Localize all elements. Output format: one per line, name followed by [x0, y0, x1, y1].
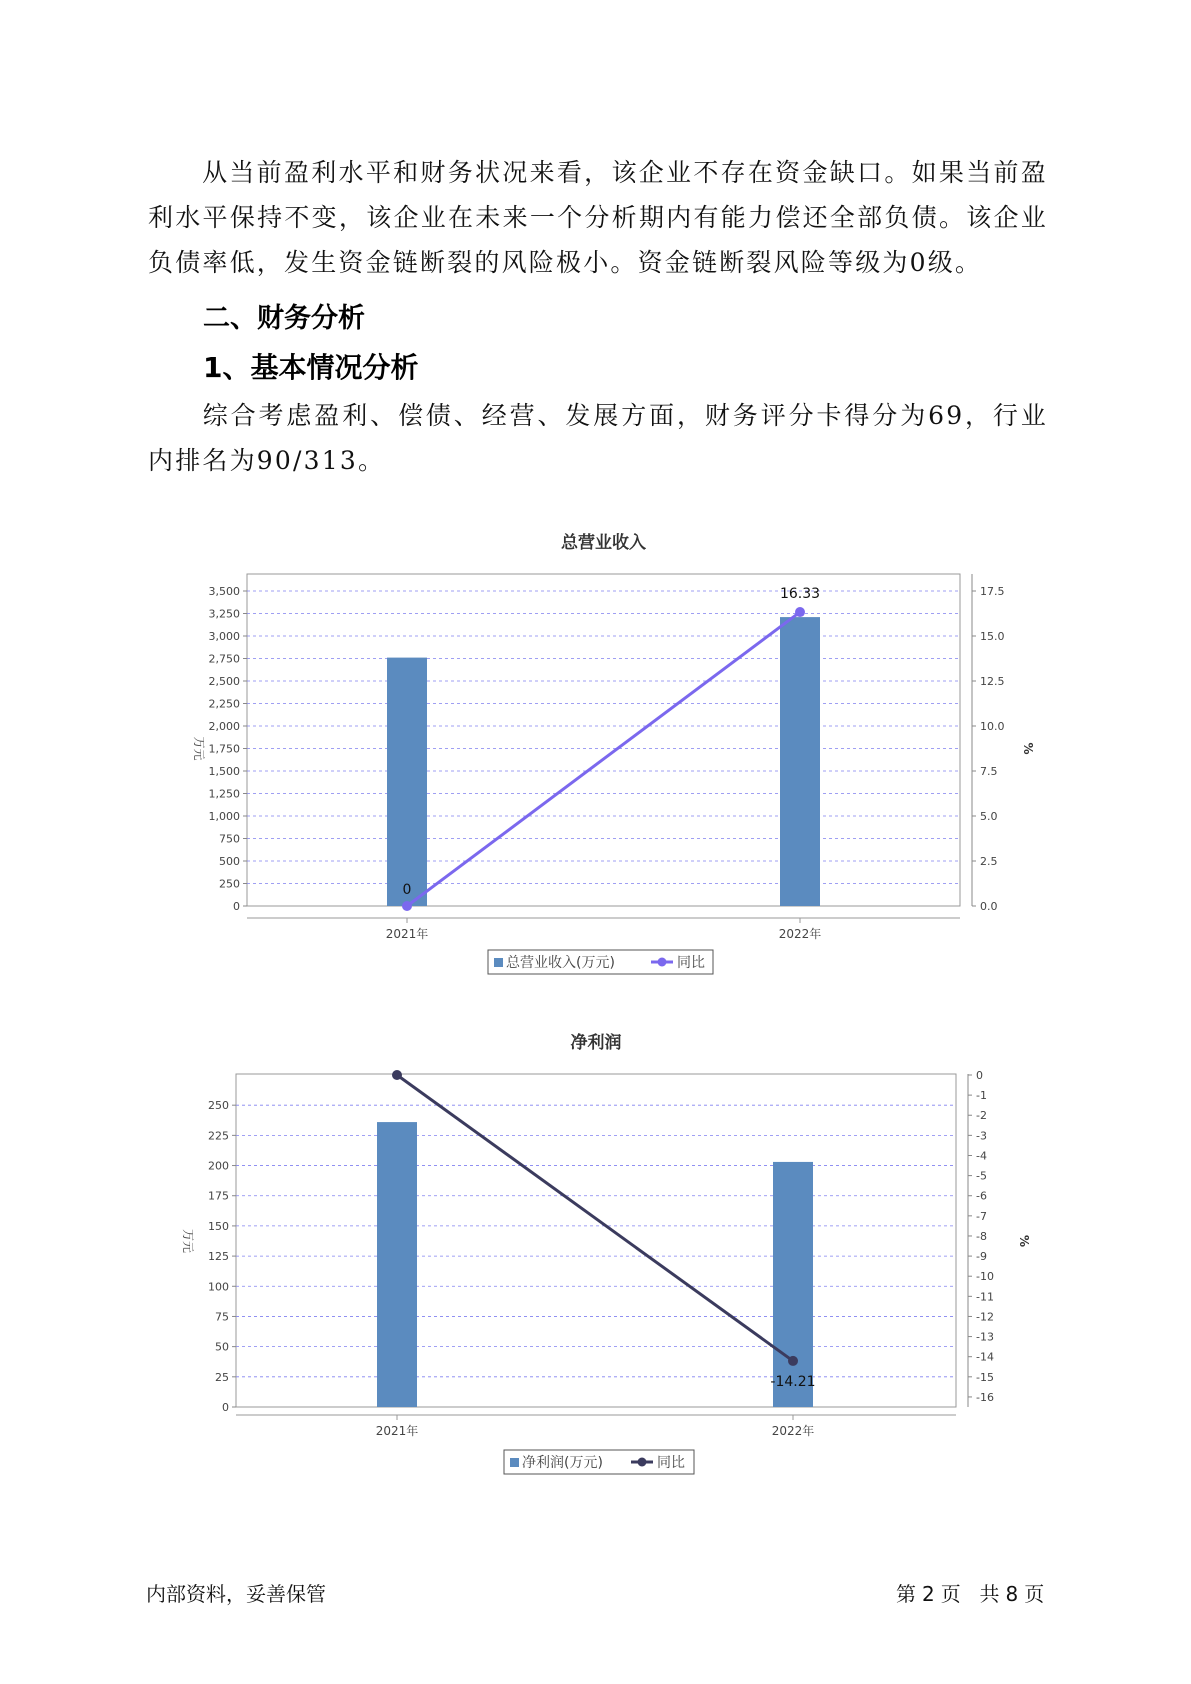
left-axis-tick-label: 200: [208, 1159, 229, 1173]
left-axis-tick-label: 175: [208, 1189, 229, 1203]
right-axis-label: %: [1017, 1234, 1031, 1248]
left-axis-tick-label: 1,000: [208, 810, 240, 823]
left-axis-tick-label: 1,750: [208, 742, 240, 756]
legend-bar-label: 总营业收入(万元): [506, 955, 615, 971]
left-axis-tick-label: 3,500: [208, 585, 240, 598]
right-axis-tick-label: -14: [976, 1350, 994, 1364]
left-axis-label: 万元: [192, 736, 206, 761]
left-axis-tick-label: 25: [215, 1370, 229, 1384]
right-axis-label: %: [1021, 742, 1035, 755]
right-axis-tick-label: 10.0: [980, 720, 1005, 733]
paragraph-score-text: 综合考虑盈利、偿债、经营、发展方面，财务评分卡得分为69，行业内排名为90/313。: [148, 401, 1048, 475]
left-axis-tick-label: 2,750: [208, 652, 240, 666]
chart-title: 净利润: [570, 1033, 622, 1053]
yoy-data-label: 16.33: [779, 586, 821, 603]
legend-bar-label: 净利润(万元): [522, 1455, 603, 1471]
legend-bar-swatch: [510, 1458, 519, 1467]
paragraph-risk-text: 从当前盈利水平和财务状况来看，该企业不存在资金缺口。如果当前盈利水平保持不变，该企业在未来一个分析期内有能力偿还全部负债。该企业负债率低，发生资金链断裂的风险极小。资金链断裂风险等级为0级。: [148, 158, 1048, 277]
right-axis-tick-label: -3: [976, 1129, 987, 1143]
right-axis-tick-label: -10: [976, 1270, 994, 1284]
category-label: 2022年: [778, 927, 822, 941]
category-label: 2022年: [771, 1424, 815, 1438]
footer-confidential-note: 内部资料，妥善保管: [146, 1582, 326, 1606]
left-axis-tick-label: 2,500: [208, 675, 240, 688]
subsection-heading: 1、基本情况分析: [203, 351, 419, 384]
yoy-point: [788, 1356, 798, 1366]
right-axis-tick-label: -7: [976, 1209, 987, 1223]
left-axis-tick-label: 225: [208, 1129, 229, 1143]
left-axis-tick-label: 3,000: [208, 630, 240, 643]
yoy-point: [392, 1070, 402, 1080]
total-suffix: 页: [1024, 1582, 1045, 1606]
right-axis-tick-label: -9: [976, 1250, 987, 1264]
right-axis-tick-label: 0.0: [980, 900, 998, 913]
right-axis-tick-label: -6: [976, 1189, 987, 1203]
right-axis-tick-label: -15: [976, 1370, 994, 1384]
left-axis-tick-label: 150: [208, 1219, 229, 1233]
right-axis-tick-label: 2.5: [980, 855, 998, 868]
left-axis-tick-label: 2,250: [208, 697, 240, 711]
yoy-data-label: 0: [402, 882, 412, 898]
right-axis-tick-label: -1: [976, 1089, 987, 1103]
left-axis-tick-label: 125: [208, 1250, 229, 1264]
right-axis-tick-label: -5: [976, 1169, 987, 1183]
right-axis-tick-label: -4: [976, 1149, 987, 1163]
right-axis-tick-label: 7.5: [980, 765, 998, 778]
right-axis-tick-label: -12: [976, 1310, 994, 1324]
right-axis-tick-label: -13: [976, 1330, 994, 1344]
left-axis-tick-label: 250: [208, 1099, 229, 1113]
right-axis-tick-label: -2: [976, 1109, 987, 1123]
left-axis-tick-label: 1,250: [208, 787, 240, 801]
section-heading: 二、财务分析: [203, 303, 365, 334]
left-axis-tick-label: 100: [208, 1280, 229, 1294]
legend-line-label: 同比: [677, 955, 705, 971]
total-prefix: 共: [979, 1582, 1000, 1606]
right-axis-tick-label: -11: [976, 1290, 994, 1304]
legend-line-label: 同比: [657, 1455, 685, 1471]
yoy-data-label: -14.21: [770, 1373, 816, 1390]
footer-page-indicator: [893, 1578, 1047, 1607]
chart-title: 总营业收入: [561, 533, 646, 553]
left-axis-tick-label: 1,500: [208, 765, 240, 778]
right-axis-tick-label: 0: [976, 1069, 983, 1082]
left-axis-tick-label: 250: [219, 877, 240, 891]
plot-area: [236, 1074, 956, 1407]
category-label: 2021年: [385, 927, 429, 941]
right-axis-tick-label: 5.0: [980, 810, 998, 823]
right-axis-tick-label: -8: [976, 1229, 987, 1243]
left-axis-tick-label: 0: [222, 1401, 229, 1414]
right-axis-tick-label: 17.5: [980, 585, 1005, 598]
left-axis-tick-label: 75: [215, 1310, 229, 1324]
page-number: 2: [922, 1582, 935, 1606]
category-label: 2021年: [375, 1424, 419, 1438]
left-axis-label: 万元: [181, 1228, 195, 1254]
page-prefix: 第: [896, 1582, 916, 1606]
left-axis-tick-label: 3,250: [208, 607, 240, 621]
right-axis-tick-label: 12.5: [980, 675, 1005, 688]
left-axis-tick-label: 2,000: [208, 720, 240, 733]
page-suffix: 页: [940, 1582, 961, 1606]
bar: [773, 1162, 813, 1407]
right-axis-tick-label: 15.0: [980, 630, 1005, 643]
left-axis-tick-label: 50: [215, 1340, 229, 1354]
legend-line-marker: [638, 1458, 647, 1467]
right-axis-tick-label: -16: [976, 1390, 994, 1404]
bar: [377, 1122, 417, 1407]
left-axis-tick-label: 0: [233, 900, 240, 913]
left-axis-tick-label: 750: [219, 832, 240, 846]
total-pages: 8: [1005, 1582, 1019, 1606]
left-axis-tick-label: 500: [219, 855, 240, 868]
